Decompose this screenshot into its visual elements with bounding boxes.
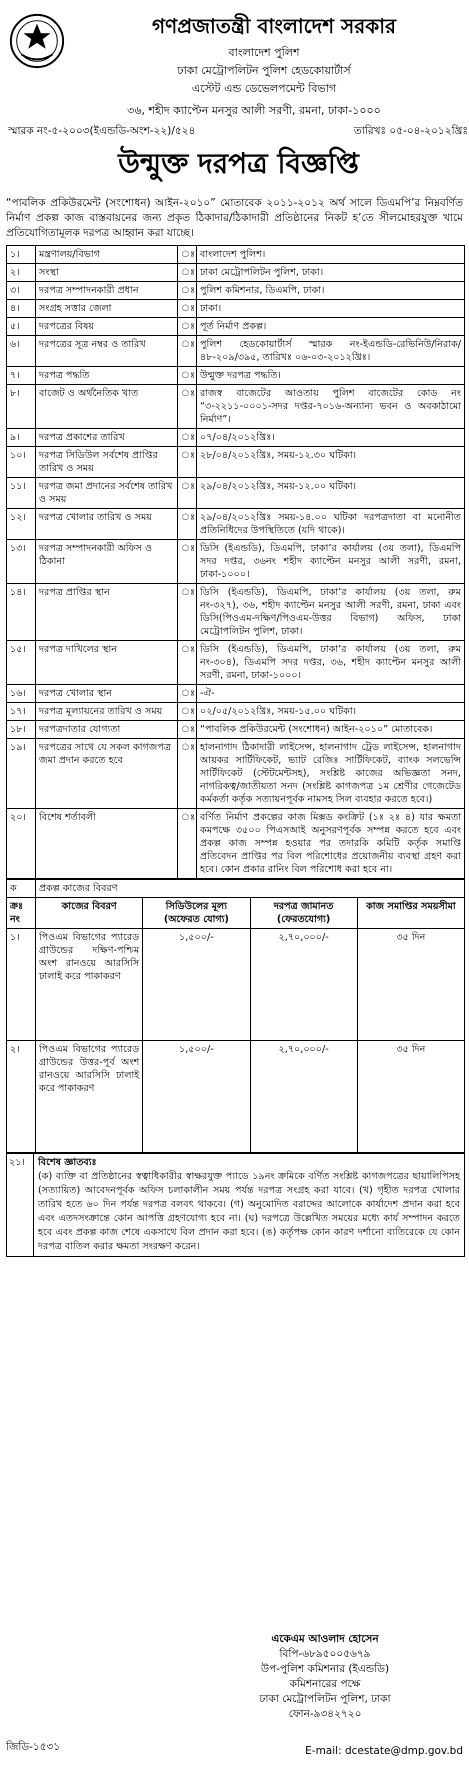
- detail-row-label: সংস্থা: [36, 264, 178, 282]
- signatory-office: ঢাকা মেট্রোপলিটন পুলিশ, ঢাকা: [259, 1693, 391, 1705]
- project-row: [7, 1041, 465, 1153]
- signatory-designation: উপ-পুলিশ কমিশনার (ইএন্ডডি): [260, 1663, 390, 1675]
- memo-date: তারিখঃ ০৫-০৪-২০১২খ্রিঃ: [353, 125, 468, 137]
- project-row-price: ১,৫০০/-: [143, 929, 250, 1041]
- detail-row-no: ১৯।: [7, 739, 36, 809]
- detail-row-value: পুলিশ কমিশনার, ডিএমপি, ঢাকা।: [197, 282, 465, 300]
- detail-row: [7, 809, 465, 879]
- detail-row-value: ডিসি (ইএন্ডডি), ডিএমপি, ঢাকা’র কার্যালয় (৩য় তলা, রুম নং-৩০৪), ডিএমপি সদর দপ্তর, ৩৬, শহীদ ক্যাপ্টেন মনসুর আলী সরণী, রমনা, ঢাকা-১০০০।: [197, 641, 465, 685]
- detail-row: [7, 367, 465, 385]
- project-section-no: ক: [7, 880, 36, 898]
- project-row-no: ২।: [7, 1041, 36, 1153]
- detail-row-colon: ঃ: [178, 447, 197, 478]
- detail-row-no: ২০।: [7, 809, 36, 879]
- detail-row-no: ৭।: [7, 367, 36, 385]
- detail-row-label: দরপত্রের সূত্র নম্বর ও তারিখ: [36, 336, 178, 367]
- detail-row-value: ঢাকা।: [197, 300, 465, 318]
- special-notes-title: বিশেষ জ্ঞাতব্যঃ: [38, 1157, 97, 1168]
- detail-row-colon: ঃ: [178, 641, 197, 685]
- special-notes-body: [34, 1154, 464, 1256]
- detail-row: [7, 318, 465, 336]
- detail-row-value: ০২/০৫/২০১২খ্রিঃ, সময়-১৫.০০ ঘটিকা।: [197, 703, 465, 721]
- detail-row-value: ঢাকা মেট্রোপলিটন পুলিশ, ঢাকা।: [197, 264, 465, 282]
- project-row-time: ৩৫ দিন: [357, 1041, 464, 1153]
- project-row-description: পিওএম বিভাগের প্যারেড গ্রাউন্ডের দক্ষিণ-পশ্চিম অংশ রানওয়ে আরসিসি ঢালাই করে পাকাকরণ: [36, 929, 143, 1041]
- detail-row-colon: ঃ: [178, 367, 197, 385]
- detail-row-colon: ঃ: [178, 246, 197, 264]
- detail-row-label: দরপত্রের বিষয়: [36, 318, 178, 336]
- signatory-phone: ফোন-৯৩৪২৭২০: [288, 1708, 362, 1720]
- detail-row-value: -ঐ-: [197, 685, 465, 703]
- notice-title: উন্মুক্ত দরপত্র বিজ্ঞপ্তি: [118, 147, 359, 180]
- detail-row-label: বাজেট ও অর্থনৈতিক খাত: [36, 385, 178, 429]
- special-notes-text: (ক) ব্যক্তি বা প্রতিষ্ঠানের স্বত্বাধিকারীর স্বাক্ষরযুক্ত প্যাডে ১৯নং ক্রমিকে বর্ণিত সংশ্লিষ্ট কাগজপত্রের ছায়ালিপিসহ (সত্যায়িত) আবেদনপূর্বক অফিস চলাকালীন সময় পর্যন্ত দরপত্র সংগ্রহ করা যাবে। (খ) গৃহীত দরপত্র খোলার তারিখ হতে ৬০ দিন পর্যন্ত দরপত্র বলবৎ থাকবে। (গ) অনুমোদিত বরাদ্দের আলোকে কার্যাদেশ প্রদান করা হবে এবং এতদসংক্রান্তে কোন আপত্তি গ্রহণযোগ্য হবে না। (ঘ) দরপত্রে উল্লেখিত সময়ের মধ্যে কার্য সম্পাদন করতে হবে এবং প্রকল্প কাজ শেষে একসাথে বিল প্রদান করা হবে। (ঙ) কর্তৃপক্ষ কোন কারণ দর্শানো ব্যতিরেকে যে কোন দরপত্র বাতিল করার ক্ষমতা সংরক্ষণ করেন।: [38, 1171, 460, 1252]
- project-row: [7, 929, 465, 1041]
- detail-row-label: দরপত্র খোলার স্থান: [36, 685, 178, 703]
- project-row-description: পিওএম বিভাগের প্যারেড গ্রাউন্ডের উত্তর-পূর্ব অংশ রানওয়ে আরসিসি ঢালাই করে পাকাকরণ: [36, 1041, 143, 1153]
- detail-row-label: মন্ত্রণালয়/বিভাগ: [36, 246, 178, 264]
- detail-row: [7, 264, 465, 282]
- special-notes-no: ২১।: [7, 1154, 34, 1256]
- detail-row-value: হালনাগাদ ঠিকাদারী লাইসেন্স, হালনাগাদ ট্রেড লাইসেন্স, হালনাগাদ আয়কর সার্টিফিকেট, ভ্যাট রেজিঃ সার্টিফিকেট, ব্যাংক সলভেন্সি সার্টিফিকেট (স্টেটমেন্টসহ), সংশ্লিষ্ট কাজের অভিজ্ঞতা সনদ, নাগরিকত্ব/জাতীয়তা সনদ (সংশ্লিষ্ট কাগজপত্র ১ম শ্রেণীর গেজেটেড কর্মকর্তা কর্তৃক সত্যায়নপূর্বক নামসহ সিল ব্যবহার করতে হবে।): [197, 739, 465, 809]
- detail-row: [7, 540, 465, 584]
- memo-number: স্মারক নং-৫-২০০৩(ইএন্ডডি-অংশ-২২)/৫২৪: [8, 125, 196, 137]
- detail-row-no: ১৭।: [7, 703, 36, 721]
- detail-row-value: পূর্ত নির্মাণ প্রকল্প।: [197, 318, 465, 336]
- detail-row-label: দরপত্র সম্পাদনকারী অফিস ও ঠিকানা: [36, 540, 178, 584]
- detail-row-no: ১৪।: [7, 584, 36, 641]
- project-header-row: [7, 898, 465, 929]
- special-notes: [6, 1153, 465, 1257]
- detail-row-no: ১২।: [7, 509, 36, 540]
- department-line: এস্টেট এন্ড ডেভেলপমেন্ট বিভাগ: [191, 82, 337, 95]
- project-row-security: ২,৭০,০০০/-: [250, 1041, 357, 1153]
- project-row-security: ২,৭০,০০০/-: [250, 929, 357, 1041]
- detail-row-no: ২।: [7, 264, 36, 282]
- project-table: [6, 879, 465, 1153]
- detail-row-label: সংগ্রহ সত্তার জেলা: [36, 300, 178, 318]
- detail-row-label: দরপত্র সম্পাদনকারী প্রধান: [36, 282, 178, 300]
- notice-header: [4, 6, 468, 196]
- detail-row-label: দরপত্রের সাথে যে সকল কাগজপত্র জমা প্রদান করতে হবে: [36, 739, 178, 809]
- signatory-name: একেএম আওলাদ হোসেন: [271, 1633, 379, 1645]
- detail-row-colon: ঃ: [178, 584, 197, 641]
- detail-row-value: বাংলাদেশ পুলিশ।: [197, 246, 465, 264]
- detail-row: [7, 429, 465, 447]
- detail-row-label: বিশেষ শর্তাবলী: [36, 809, 178, 879]
- detail-row-value: ২৯/০৪/২০১২খ্রিঃ সময়-১৪.০০ ঘটিকা দরপত্রদাতা বা মনোনীত প্রতিনিধিদের উপস্থিতিতে (যদি থাকে)।: [197, 509, 465, 540]
- address-line: ৩৬, শহীদ ক্যাপ্টেন মনসুর আলী সরণী, রমনা, ঢাকা-১০০০: [127, 104, 381, 117]
- detail-row: [7, 300, 465, 318]
- detail-row-colon: ঃ: [178, 300, 197, 318]
- detail-row-colon: ঃ: [178, 739, 197, 809]
- detail-row-colon: ঃ: [178, 540, 197, 584]
- detail-row-no: ১৬।: [7, 685, 36, 703]
- detail-row-value: ডিসি (ইএন্ডডি), ডিএমপি, ঢাকা’র কার্যালয় (৩য় তলা, রুম নং-৩২৭), ৩৬, শহীদ ক্যাপ্টেন মনসুর আলী সরণী, রমনা, ঢাকা এবং ডিসি(পিওএম-দক্ষিণ/পিওএম-উত্তর বিভাগ) অফিস, ঢাকা মেট্রোপলিটন পুলিশ, ঢাকা।: [197, 584, 465, 641]
- signatory-id: বিপি-৬৮৯৫০০৫৬৭৯: [279, 1648, 371, 1660]
- detail-row-label: দরপত্র মূল্যায়নের তারিখ ও সময়: [36, 703, 178, 721]
- tender-details-table: [6, 245, 465, 879]
- header-schedule-price: সিডিউলের মূল্য (অফেরত যোগ্য): [143, 898, 250, 929]
- detail-row: [7, 336, 465, 367]
- detail-row: [7, 478, 465, 509]
- detail-row-no: ৬।: [7, 336, 36, 367]
- police-line: বাংলাদেশ পুলিশ: [228, 46, 300, 59]
- detail-row-label: দরপত্র পদ্ধতি: [36, 367, 178, 385]
- detail-row: [7, 685, 465, 703]
- detail-row-colon: ঃ: [178, 318, 197, 336]
- header-completion-time: কাজ সমাপ্তির সময়সীমা: [357, 898, 464, 929]
- detail-row-colon: ঃ: [178, 703, 197, 721]
- signature-block: [190, 1632, 460, 1722]
- detail-row-no: ১০।: [7, 447, 36, 478]
- detail-row-no: ১১।: [7, 478, 36, 509]
- detail-row-label: দরপত্র খোলার তারিখ ও সময়: [36, 509, 178, 540]
- detail-row-colon: ঃ: [178, 809, 197, 879]
- detail-row-value: পুলিশ হেডকোয়ার্টার্স স্মারক নং-ইএন্ডডি-রেভিনিউ/নিরাক/৪৮-২০৯/৩৯৫, তারিখঃ ০৬-০৩-২০১২খ্রিঃ।: [197, 336, 465, 367]
- header-serial: ক্রঃ নং: [7, 898, 36, 929]
- detail-row-colon: ঃ: [178, 385, 197, 429]
- detail-row-label: দরপত্র সিডিউল সর্বশেষ প্রাপ্তির তারিখ ও সময়: [36, 447, 178, 478]
- detail-row-colon: ঃ: [178, 336, 197, 367]
- detail-row-no: ৯।: [7, 429, 36, 447]
- detail-row-colon: ঃ: [178, 509, 197, 540]
- project-row-price: ১,৫০০/-: [143, 1041, 250, 1153]
- project-section-row: [7, 880, 465, 898]
- detail-row: [7, 509, 465, 540]
- detail-row: [7, 447, 465, 478]
- header-description: কাজের বিবরণ: [36, 898, 143, 929]
- detail-row: [7, 385, 465, 429]
- detail-row-value: ০৭/০৪/২০১২খ্রিঃ।: [197, 429, 465, 447]
- detail-row-colon: ঃ: [178, 478, 197, 509]
- detail-row-label: দরপত্র জমা প্রদানের সর্বশেষ তারিখ ও সময়: [36, 478, 178, 509]
- detail-row-label: দরপত্র প্রাপ্তির স্থান: [36, 584, 178, 641]
- government-title: গণপ্রজাতন্ত্রী বাংলাদেশ সরকার: [152, 14, 396, 38]
- detail-row: [7, 282, 465, 300]
- detail-row: [7, 641, 465, 685]
- detail-row-colon: ঃ: [178, 282, 197, 300]
- detail-row: [7, 246, 465, 264]
- detail-row-no: ৫।: [7, 318, 36, 336]
- detail-row-value: উন্মুক্ত দরপত্র পদ্ধতি।: [197, 367, 465, 385]
- detail-row-colon: ঃ: [178, 429, 197, 447]
- contact-email: E-mail: dcestate@dmp.gov.bd: [305, 1745, 463, 1757]
- detail-row-value: “পাবলিক প্রকিউরমেন্ট (সংশোধন) আইন-২০১০” মোতাবেক।: [197, 721, 465, 739]
- detail-row-colon: ঃ: [178, 264, 197, 282]
- detail-row: [7, 739, 465, 809]
- detail-row-value: ২৯/০৪/২০১২খ্রিঃ, সময়-১২.০০ ঘটিকা।: [197, 478, 465, 509]
- detail-row-no: ৩।: [7, 282, 36, 300]
- detail-row: [7, 703, 465, 721]
- project-row-time: ৩৫ দিন: [357, 929, 464, 1041]
- detail-row-no: ১।: [7, 246, 36, 264]
- detail-row-label: দরপত্রদাতার যোগ্যতা: [36, 721, 178, 739]
- detail-row-value: রাজস্ব বাজেটের আওতায় পুলিশ বাজেটের কোড নং “৩-২২১১-০০০১-সদর দপ্তর-৭০১৬-অন্যান্য ভবন ও অবকাঠামো নির্মাণ”।: [197, 385, 465, 429]
- detail-row-label: দরপত্র প্রকাশের তারিখ: [36, 429, 178, 447]
- detail-row-no: ১৫।: [7, 641, 36, 685]
- detail-row: [7, 721, 465, 739]
- detail-row-colon: ঃ: [178, 721, 197, 739]
- gd-code: জিডি-১৫৩১: [6, 1741, 61, 1753]
- detail-row-value: ২৮/০৪/২০১২খ্রিঃ, সময়-১২.৩০ ঘটিকা।: [197, 447, 465, 478]
- detail-row-value: ডিসি (ইএন্ডডি), ডিএমপি, ঢাকা’র কার্যালয় (৩য় তলা), ডিএমপি সদর দপ্তর, ৩৬নং শহীদ ক্যাপ্টেন মনসুর আলী সরণী, রমনা, ঢাকা-১০০০।: [197, 540, 465, 584]
- project-section-title: প্রকল্প কাজের বিবরণ: [36, 880, 465, 898]
- detail-row-no: ৪।: [7, 300, 36, 318]
- detail-row-label: দরপত্র দাখিলের স্থান: [36, 641, 178, 685]
- detail-row: [7, 584, 465, 641]
- government-emblem-icon: [8, 12, 66, 70]
- hq-line: ঢাকা মেট্রোপলিটন পুলিশ হেডকোয়ার্টার্স: [177, 64, 351, 77]
- header-security: দরপত্র জামানত (ফেরতযোগ্য): [250, 898, 357, 929]
- detail-row-no: ৮।: [7, 385, 36, 429]
- signatory-on-behalf: কমিশনারের পক্ষে: [289, 1678, 361, 1690]
- detail-row-no: ১৩।: [7, 540, 36, 584]
- intro-paragraph: “পাবলিক প্রকিউরমেন্ট (সংশোধন) আইন-২০১০” মোতাবেক ২০১১-২০১২ অর্থ সালে ডিএমপি’র নিম্নবর্ণিত নির্মাণ প্রকল্প কাজ বাস্তবায়নের জন্য প্রকৃত ঠিকাদার/ঠিকাদারী প্রতিষ্ঠানের নিকট হ’তে সীলমোহরযুক্ত খামে প্রতিযোগিতামূলক দরপত্র আহ্বান করা যাচ্ছে।: [6, 197, 463, 239]
- project-row-no: ১।: [7, 929, 36, 1041]
- detail-row-value: বর্ণিত নির্মাণ প্রকল্পের কাজ মিক্সড কংক্রিট (১ঃ ২ঃ ৪) যার ক্ষমতা কমপক্ষে ৩৫০০ পিএসআই অনুসরণপূর্বক সম্পন্ন করতে হবে এবং প্রকল্প কাজ সম্পন্ন হওয়ার পর তদারকি কমিটি কর্তৃক সমাপ্তি প্রতিবেদন প্রাপ্তির পর বিল পরিশোধের প্রয়োজনীয় ব্যবস্থা গ্রহণ করা হবে। কোন প্রকার রানিং বিল পরিশোধ করা হবে না।: [197, 809, 465, 879]
- detail-row-no: ১৮।: [7, 721, 36, 739]
- detail-row-colon: ঃ: [178, 685, 197, 703]
